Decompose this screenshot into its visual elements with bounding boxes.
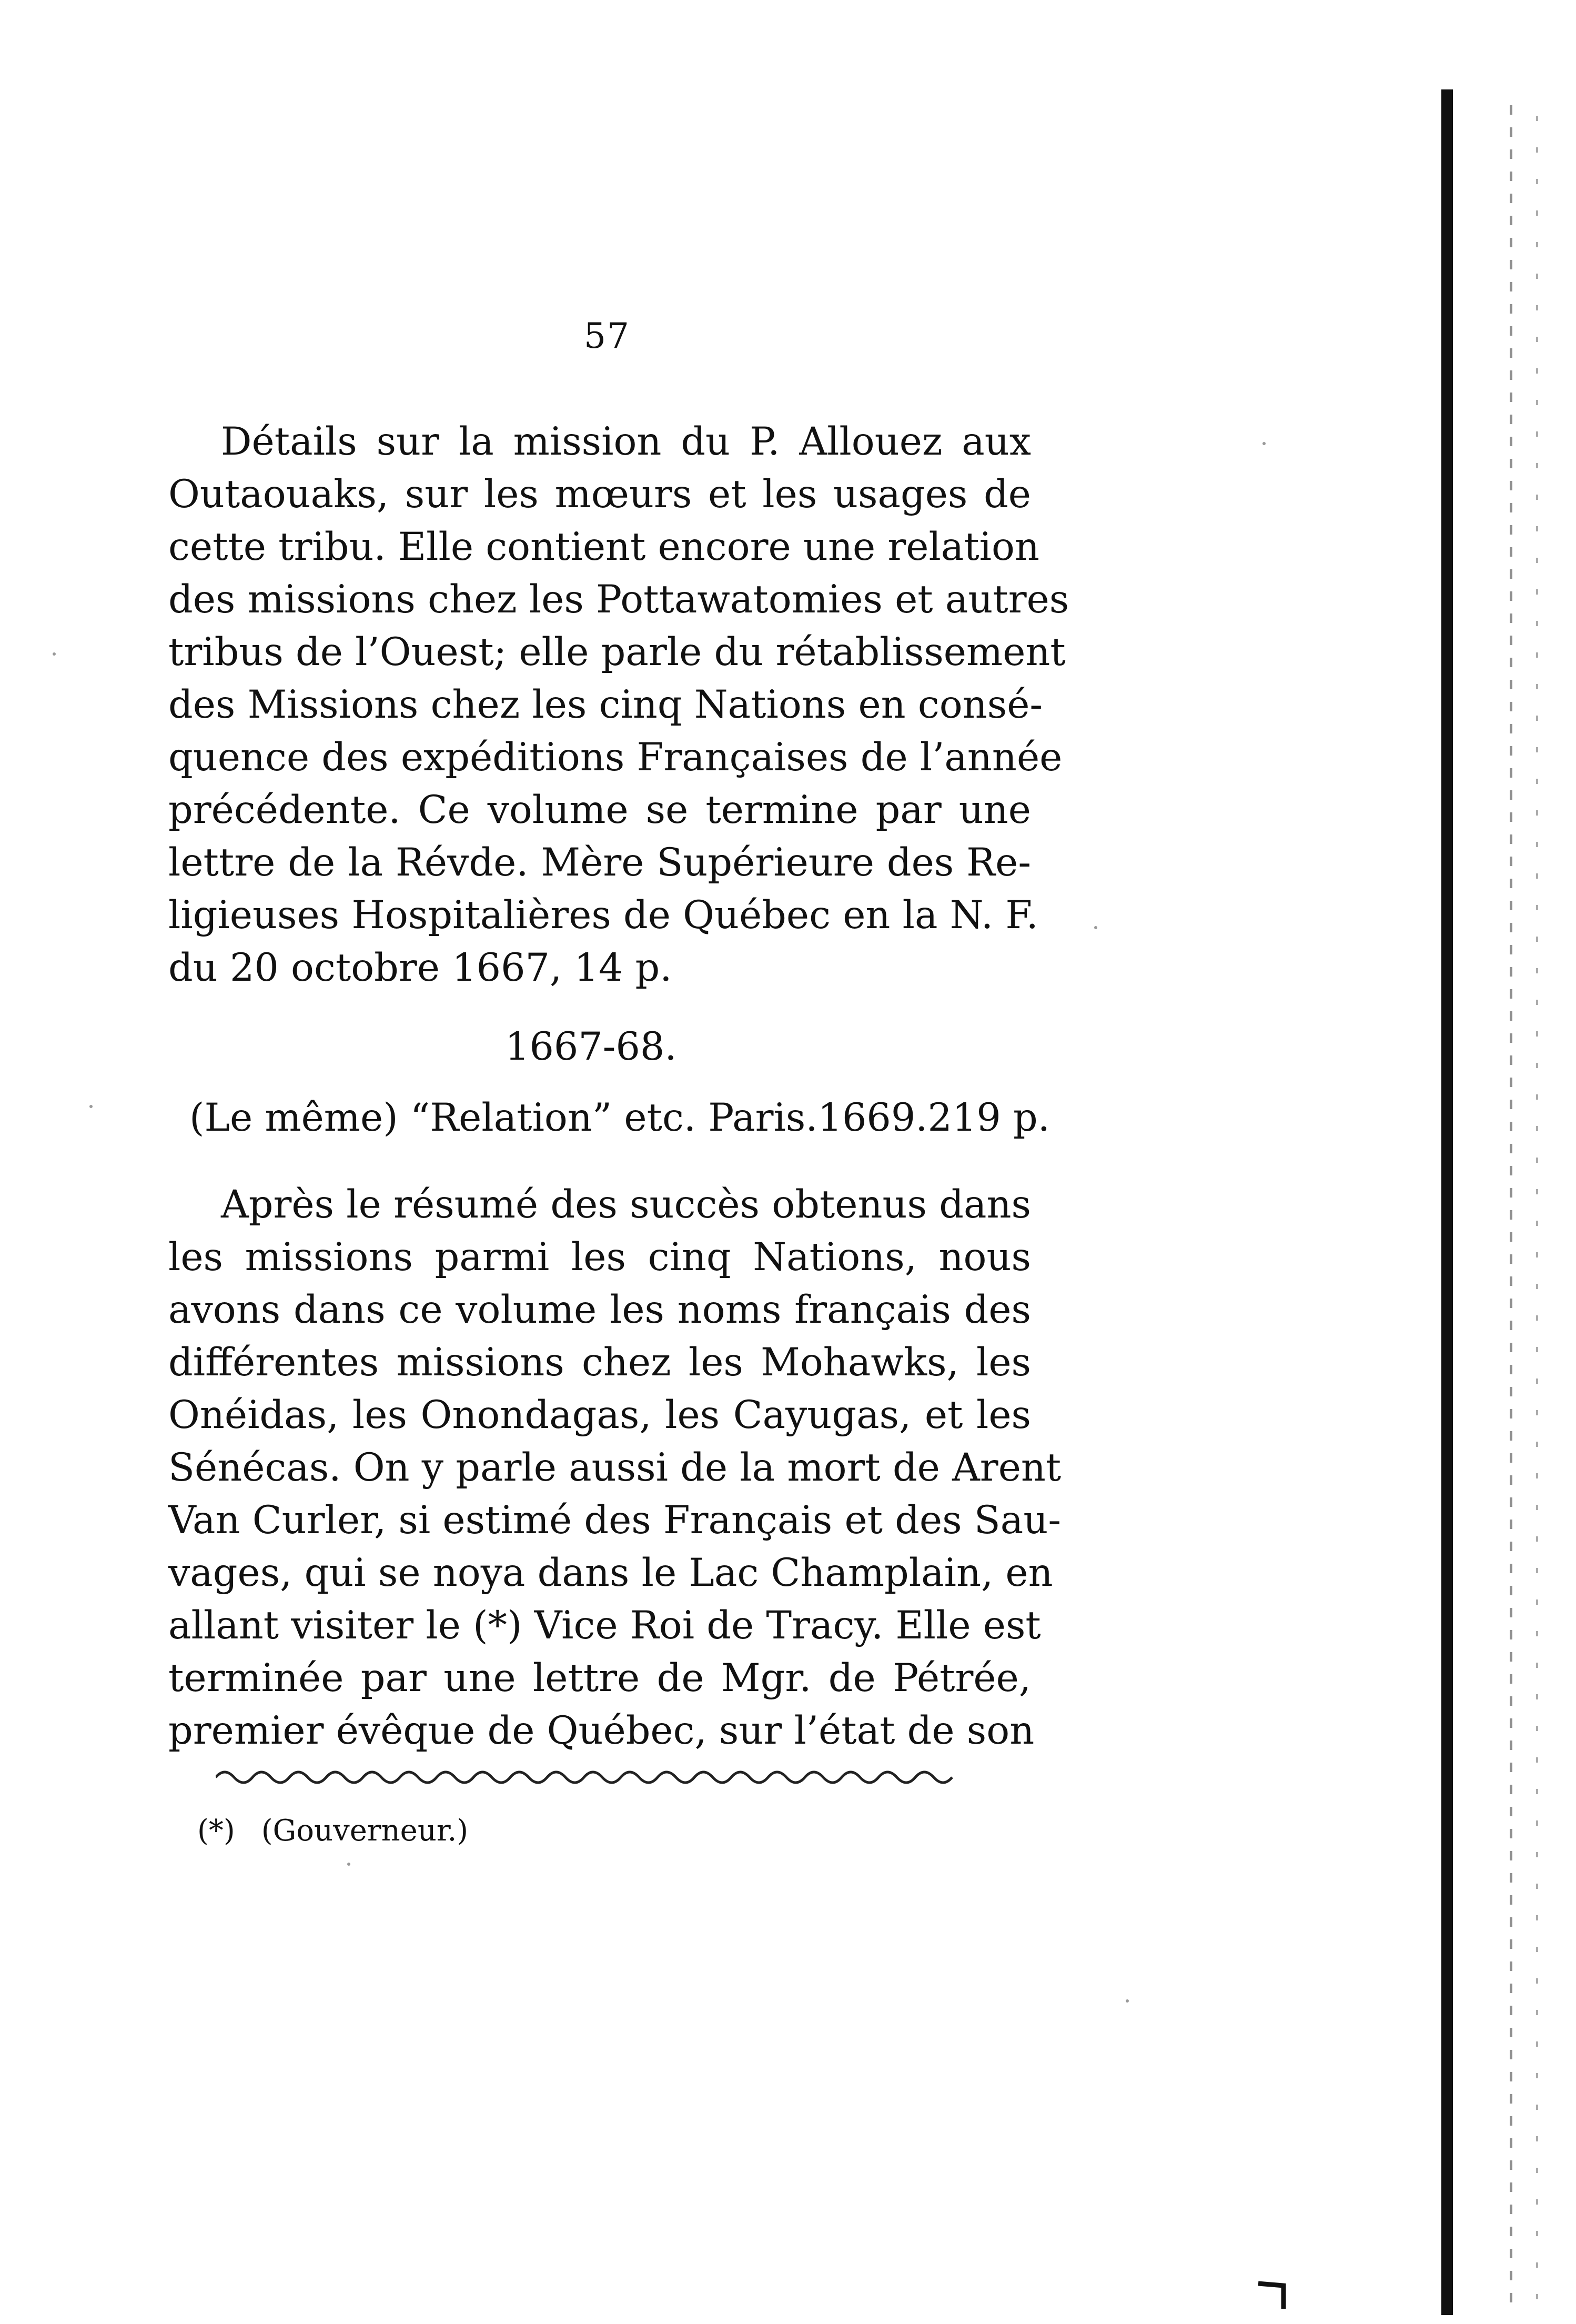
footnote-text: (Gouverneur.) (261, 1814, 469, 1848)
text-line: allant visiter le (*) Vice Roi de Tracy. Elle est (168, 1603, 1041, 1648)
text-line: ligieuses Hospitalières de Québec en la N. F. (168, 893, 1038, 938)
scan-speck (1126, 1999, 1129, 2003)
wavy-divider (216, 1767, 963, 1788)
binding-edge-specks (1536, 116, 1538, 2315)
paragraph-cinq-nations (168, 1179, 1062, 1757)
text-line: terminée par une lettre de Mgr. de Pétrée, (168, 1656, 1031, 1701)
text-line: précédente. Ce volume se termine par une (168, 788, 1031, 832)
text-line: différentes missions chez les Mohawks, les (168, 1340, 1031, 1385)
text-line: tribus de l’Ouest; elle parle du rétablissement (168, 630, 1066, 675)
entry-title: (Le même) “Relation” etc. Paris.1669.219 p. (189, 1095, 1050, 1140)
scan-speck (53, 652, 56, 656)
paragraph-allouez-mission (168, 416, 1069, 994)
footnote (197, 1810, 468, 1852)
year-heading: 1667-68. (505, 1024, 677, 1069)
text-line: Détails sur la mission du P. Allouez aux (221, 419, 1031, 464)
text-line: Outaouaks, sur les mœurs et les usages de (168, 472, 1031, 517)
corner-ink-mark (1257, 2278, 1294, 2310)
footnote-marker: (*) (197, 1814, 235, 1848)
text-line: quence des expéditions Françaises de l’année (168, 735, 1063, 780)
text-line: lettre de la Révde. Mère Supérieure des Re- (168, 840, 1031, 885)
text-line: premier évêque de Québec, sur l’état de son (168, 1708, 1035, 1753)
binding-edge-shadow (1441, 89, 1453, 2315)
text-line: Onéidas, les Onondagas, les Cayugas, et les (168, 1393, 1031, 1437)
text-line: des missions chez les Pottawatomies et autres (168, 577, 1069, 622)
scan-speck (347, 1863, 350, 1866)
text-line: du 20 octobre 1667, 14 p. (168, 945, 672, 990)
scan-speck (89, 1105, 93, 1108)
text-line: Van Curler, si estimé des Français et des Sau- (168, 1498, 1062, 1543)
text-line: les missions parmi les cinq Nations, nous (168, 1235, 1031, 1280)
text-line: vages, qui se noya dans le Lac Champlain, en (168, 1551, 1053, 1595)
scan-speck (1094, 926, 1097, 929)
text-line: avons dans ce volume les noms français des (168, 1287, 1031, 1332)
text-line: des Missions chez les cinq Nations en consé- (168, 682, 1043, 727)
binding-edge-specks (1510, 105, 1512, 2315)
text-line: Après le résumé des succès obtenus dans (221, 1182, 1031, 1227)
text-line: cette tribu. Elle contient encore une relation (168, 525, 1039, 569)
text-line: Sénécas. On y parle aussi de la mort de Arent (168, 1445, 1062, 1490)
scan-speck (1262, 442, 1266, 445)
page-number: 57 (584, 316, 630, 356)
